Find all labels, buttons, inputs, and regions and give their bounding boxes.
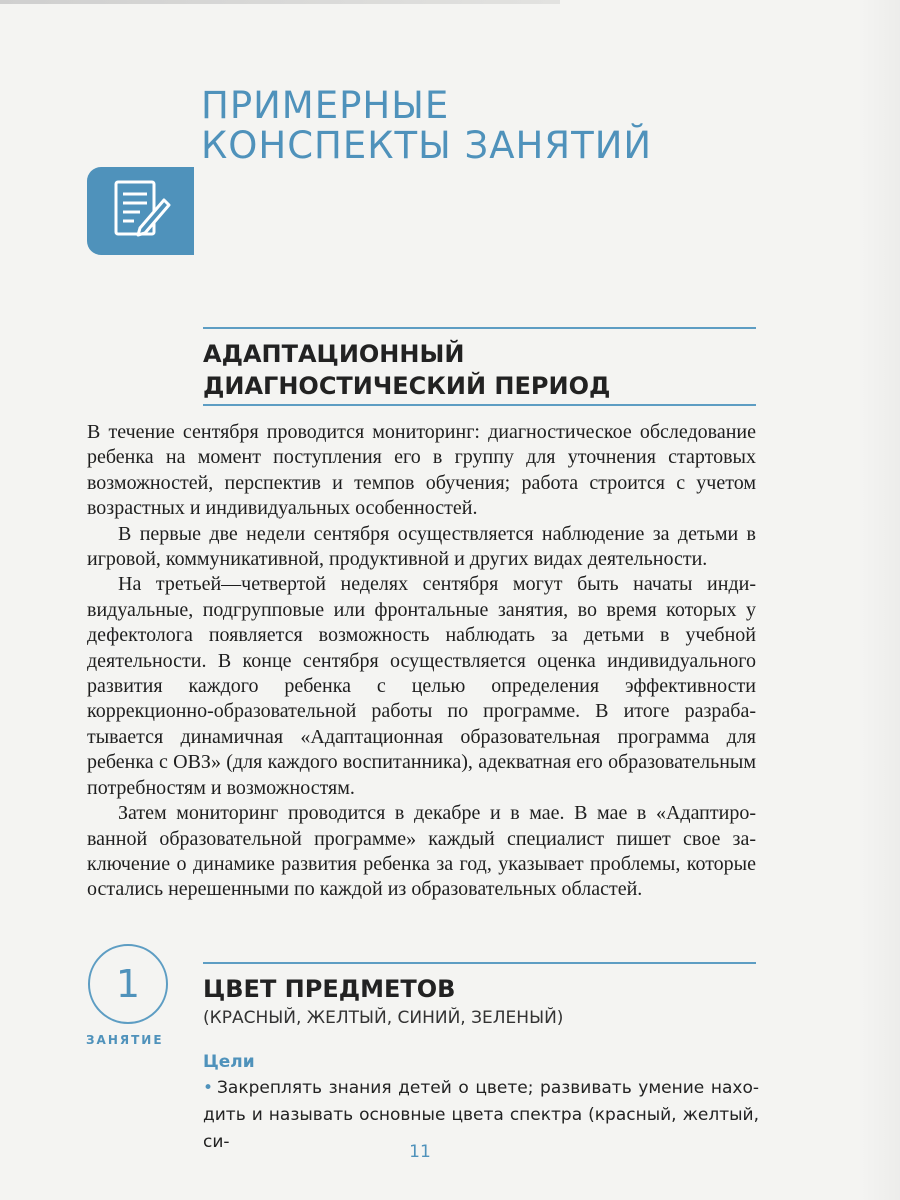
section-title [203, 338, 763, 402]
document-pen-icon [110, 178, 172, 244]
goals-heading: Цели [203, 1052, 255, 1072]
page-top-edge [0, 0, 560, 4]
paragraph: На третьей—четвертой неделях сентября могут быть начаты индивидуальные, подгрупповые или фронтальные занятия, во время которых у дефектолога появляется возможность наблюдать за детьми в учебной деятельности. В конце сентября осуществляется оценка индивидуального развития каждого ребенка с целью определения эффективности коррекционно-образовательной работы по программе. В итоге разрабатывается динамичная «Адаптационная образовательная программа для ребенка с ОВЗ» (для каждого воспитанника), адекватная его образовательным потребностям и возможностям. [87, 573, 756, 799]
chapter-title-line-2: КОНСПЕКТЫ ЗАНЯТИЙ [201, 124, 653, 167]
section-title-line-1: АДАПТАЦИОННЫЙ [203, 340, 465, 368]
lesson-number-circle [88, 944, 168, 1024]
lesson-title: ЦВЕТ ПРЕДМЕТОВ [203, 975, 456, 1003]
lesson-number: 1 [115, 962, 141, 1006]
chapter-title-line-1: ПРИМЕРНЫЕ [201, 84, 450, 127]
body-text [87, 420, 756, 903]
page-number: 11 [409, 1142, 431, 1162]
lesson-label: ЗАНЯТИЕ [86, 1033, 164, 1047]
chapter-icon-box [87, 167, 194, 255]
goal-text: Закреплять знания детей о цвете; развивать умение находить и называть основные цвета спектра (красный, желтый, си- [203, 1078, 759, 1152]
section-rule-bottom [203, 404, 756, 406]
lesson-subtitle: (КРАСНЫЙ, ЖЕЛТЫЙ, СИНИЙ, ЗЕЛЕНЫЙ) [203, 1008, 564, 1028]
paragraph: Затем мониторинг проводится в декабре и в мае. В мае в «Адаптированной образовательной программе» каждый специалист пишет свое заключение о динамике развития ребенка за год, указывает проблемы, которые остались нерешенными по каждой из образовательных областей. [87, 802, 756, 901]
section-title-line-2: ДИАГНОСТИЧЕСКИЙ ПЕРИОД [203, 372, 611, 400]
bullet-icon: • [203, 1078, 214, 1098]
paragraph: В первые две недели сентября осуществляется наблюдение за детьми в игровой, коммуникативной, продуктивной и других видах деятельности. [87, 522, 756, 571]
section-rule-top [203, 327, 756, 329]
page-fold-shade [860, 0, 900, 1200]
chapter-title [201, 86, 761, 166]
paragraph: В течение сентября проводится мониторинг: диагностическое обследование ребенка на момент поступления его в группу для уточнения стартовых возможностей, перспектив и темпов обучения; работа строится с учетом возрастных и индивидуальных особенностей. [87, 421, 756, 520]
lesson-rule [203, 962, 756, 964]
